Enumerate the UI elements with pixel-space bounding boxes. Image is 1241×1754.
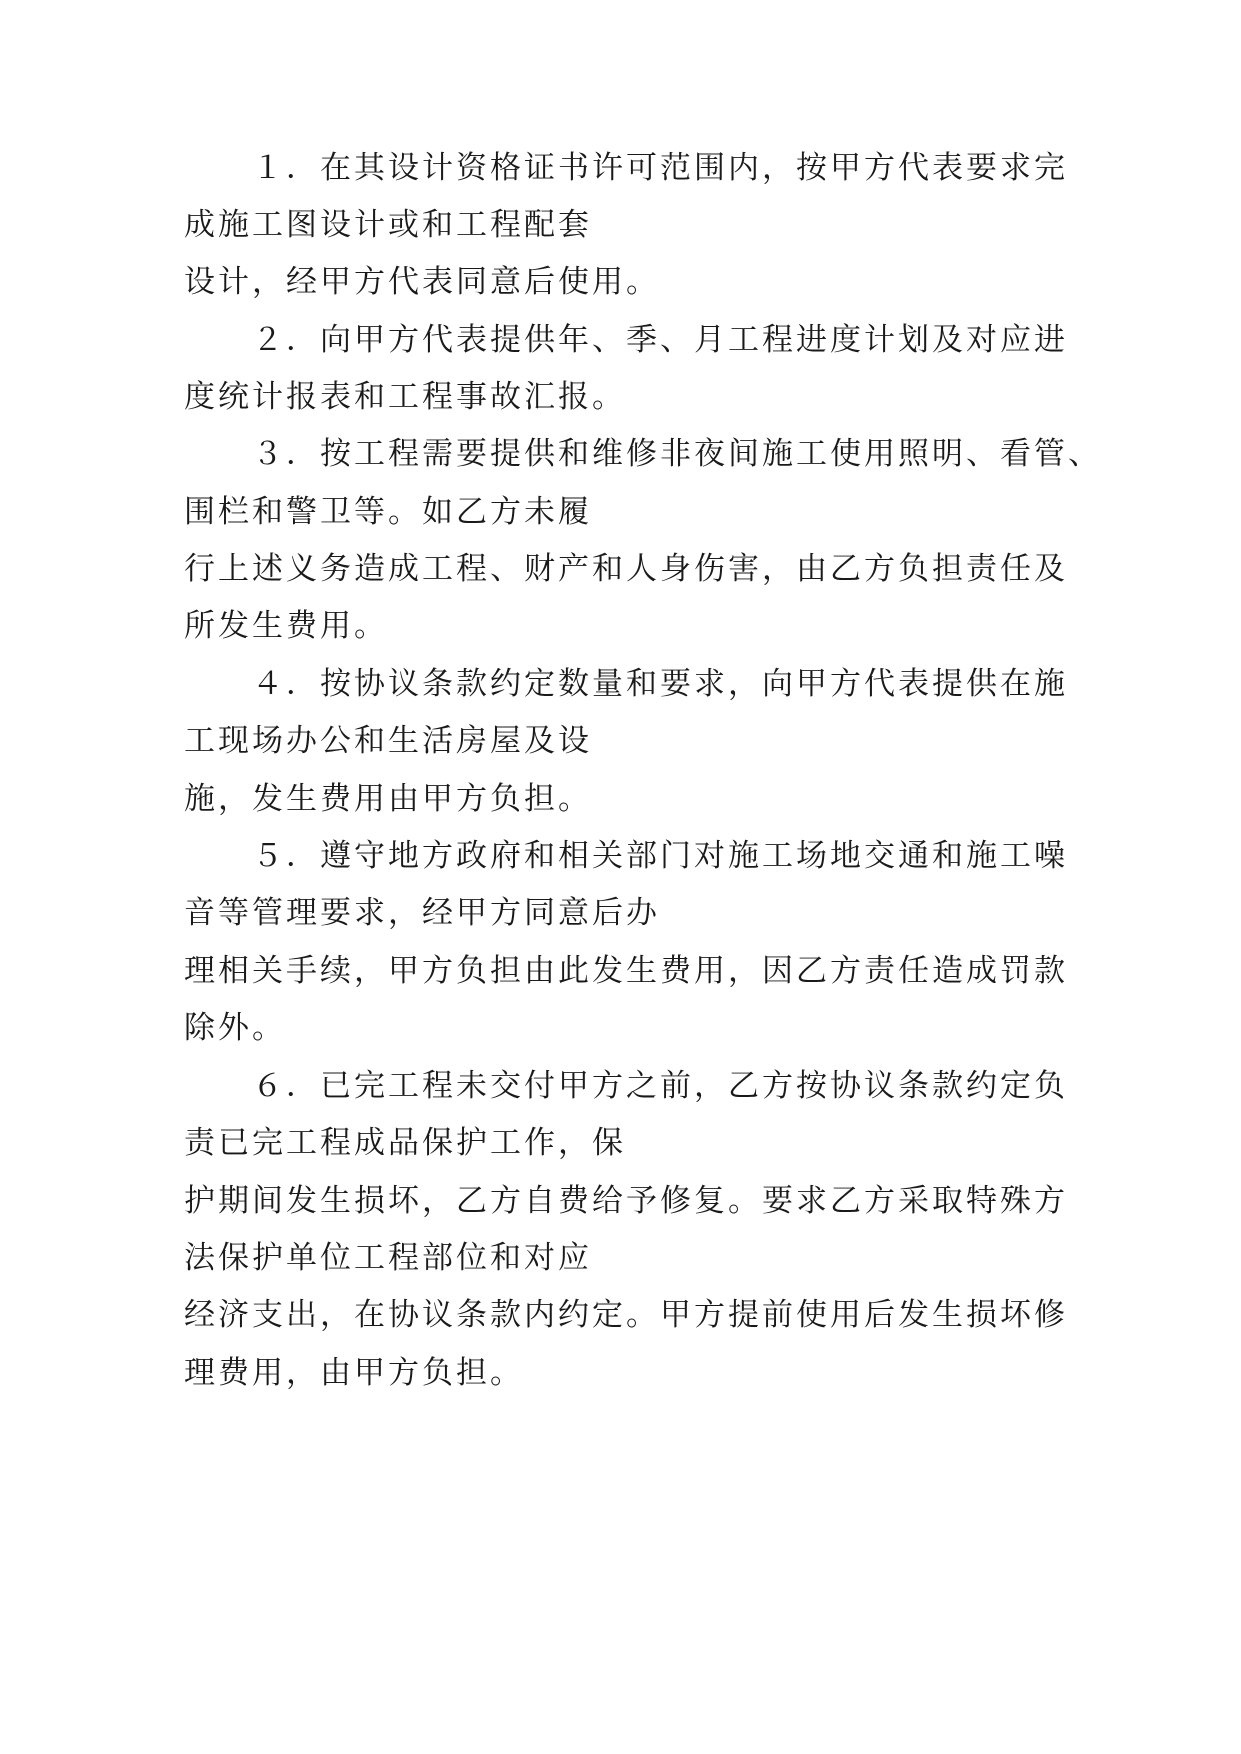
paragraph-6-line-1: ６．已完工程未交付甲方之前，乙方按协议条款约定负 (252, 1068, 1068, 1104)
paragraph-3-line-1: ３．按工程需要提供和维修非夜间施工使用照明、看管、 (252, 436, 1102, 472)
paragraph-1-line-1: １．在其设计资格证书许可范围内，按甲方代表要求完 (252, 150, 1068, 186)
paragraph-1-line-2: 成施工图设计或和工程配套 (184, 207, 592, 243)
paragraph-5-line-2: 音等管理要求，经甲方同意后办 (184, 895, 660, 931)
paragraph-6-line-3: 护期间发生损坏，乙方自费给予修复。要求乙方采取特殊方 (184, 1183, 1068, 1219)
paragraph-4-line-2: 工现场办公和生活房屋及设 (184, 723, 592, 759)
paragraph-6-line-5: 经济支出，在协议条款内约定。甲方提前使用后发生损坏修 (184, 1297, 1068, 1333)
paragraph-2-line-1: ２．向甲方代表提供年、季、月工程进度计划及对应进 (252, 322, 1068, 358)
paragraph-4-line-1: ４．按协议条款约定数量和要求，向甲方代表提供在施 (252, 666, 1068, 702)
paragraph-3-line-2: 围栏和警卫等。如乙方未履 (184, 494, 592, 530)
paragraph-2-line-2: 度统计报表和工程事故汇报。 (184, 379, 626, 415)
paragraph-6-line-6: 理费用，由甲方负担。 (184, 1355, 524, 1391)
paragraph-1-line-3: 设计，经甲方代表同意后使用。 (184, 264, 660, 300)
paragraph-5-line-3: 理相关手续，甲方负担由此发生费用，因乙方责任造成罚款 (184, 953, 1068, 989)
paragraph-6-line-2: 责已完工程成品保护工作，保 (184, 1125, 626, 1161)
paragraph-3-line-4: 所发生费用。 (184, 608, 388, 644)
paragraph-3-line-3: 行上述义务造成工程、财产和人身伤害，由乙方负担责任及 (184, 551, 1068, 587)
paragraph-6-line-4: 法保护单位工程部位和对应 (184, 1240, 592, 1276)
paragraph-5-line-4: 除外。 (184, 1010, 286, 1046)
paragraph-4-line-3: 施，发生费用由甲方负担。 (184, 781, 592, 817)
paragraph-5-line-1: ５．遵守地方政府和相关部门对施工场地交通和施工噪 (252, 838, 1068, 874)
